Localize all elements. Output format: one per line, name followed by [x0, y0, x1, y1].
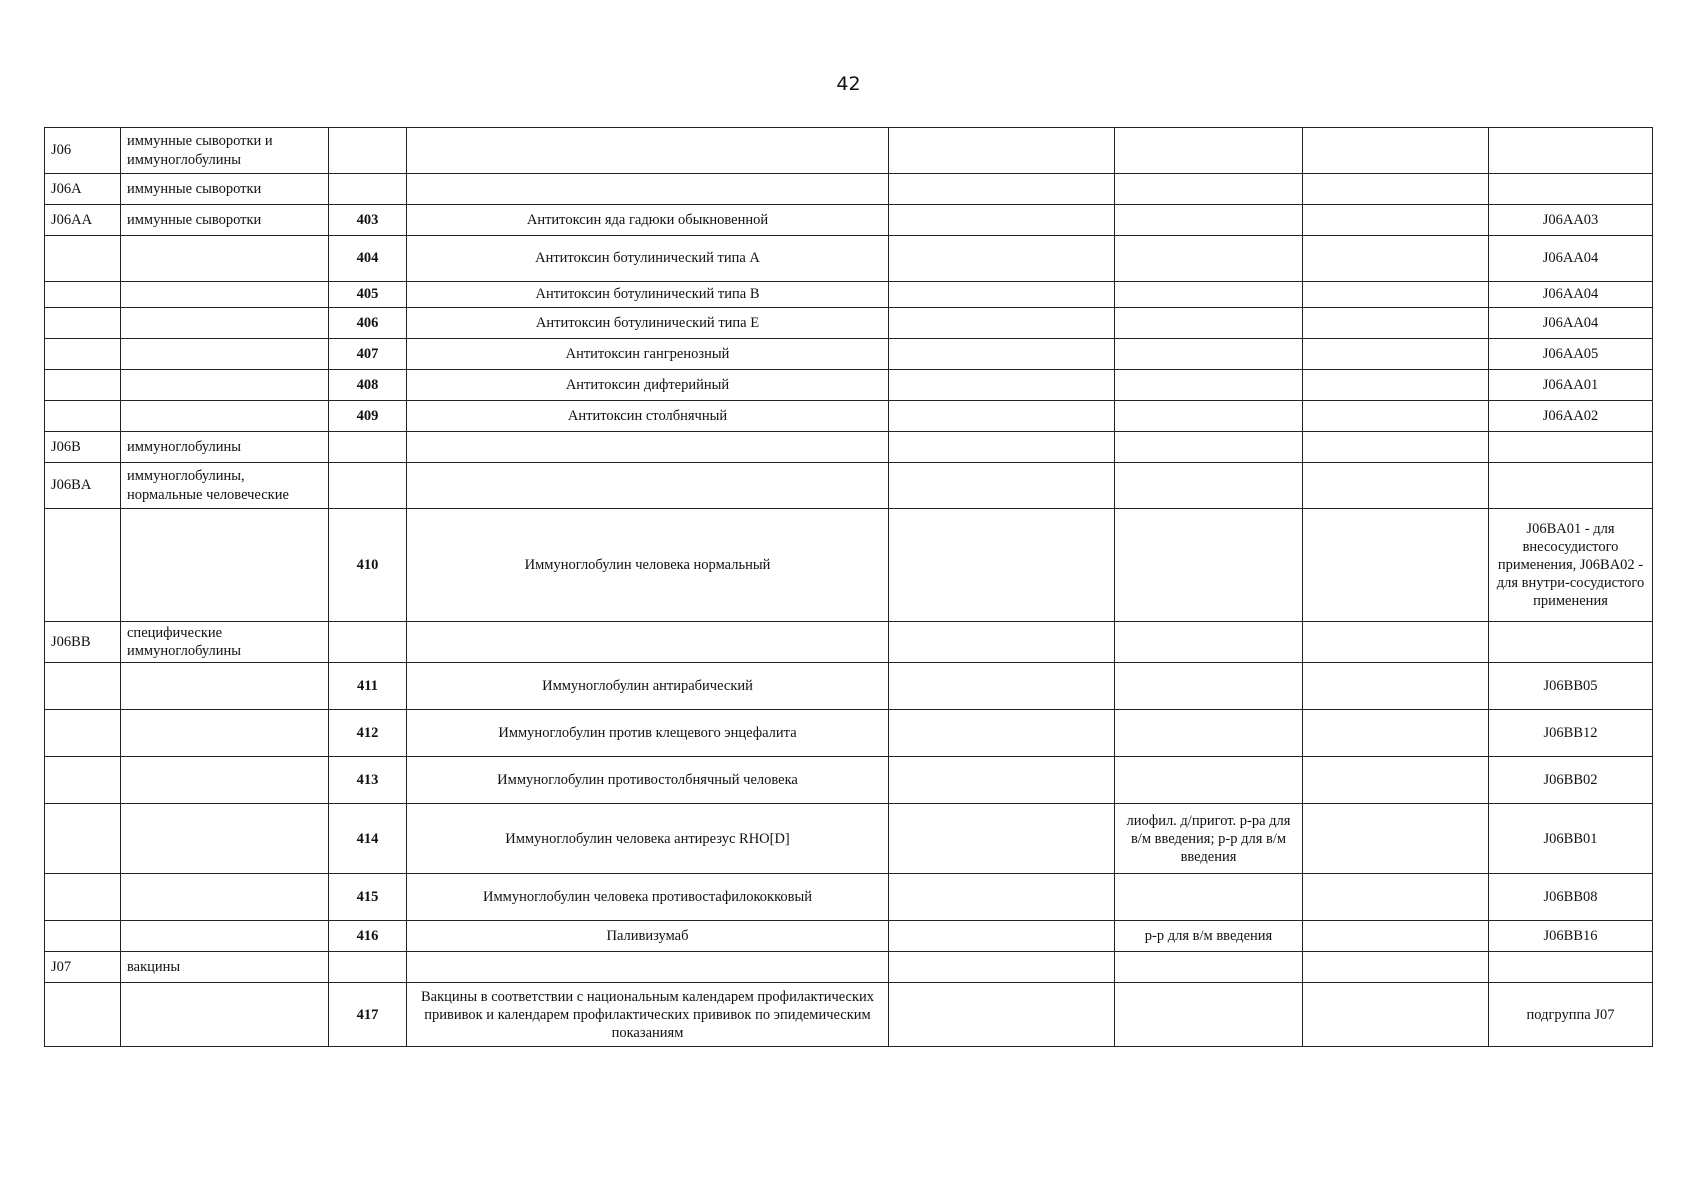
- table-row: [45, 236, 1653, 282]
- dosage-form: р-р для в/м введения: [1115, 921, 1303, 952]
- item-number: 405: [329, 282, 407, 308]
- atc-group-code: [45, 509, 121, 622]
- atc-code: J06BB16: [1489, 921, 1653, 952]
- dosage-form: [1115, 874, 1303, 921]
- table-row: [45, 370, 1653, 401]
- table-row: [45, 205, 1653, 236]
- atc-group-code: [45, 983, 121, 1047]
- drug-name: Антитоксин яда гадюки обыкновенной: [407, 205, 889, 236]
- dosage-form: [1115, 401, 1303, 432]
- drug-name: [407, 463, 889, 509]
- atc-group-code: [45, 236, 121, 282]
- empty-cell: [889, 983, 1115, 1047]
- empty-cell: [1303, 921, 1489, 952]
- empty-cell: [889, 205, 1115, 236]
- atc-group-code: [45, 308, 121, 339]
- table-row: [45, 432, 1653, 463]
- item-number: 414: [329, 804, 407, 874]
- atc-group-code: [45, 339, 121, 370]
- empty-cell: [889, 401, 1115, 432]
- dosage-form: [1115, 622, 1303, 663]
- empty-cell: [1303, 952, 1489, 983]
- atc-code: J06AA02: [1489, 401, 1653, 432]
- item-number: 410: [329, 509, 407, 622]
- empty-cell: [1303, 874, 1489, 921]
- atc-group-name: [121, 983, 329, 1047]
- atc-group-name: [121, 308, 329, 339]
- atc-group-name: [121, 282, 329, 308]
- drug-name: Иммуноглобулин против клещевого энцефалита: [407, 710, 889, 757]
- item-number: 408: [329, 370, 407, 401]
- atc-group-name: [121, 401, 329, 432]
- drug-registry-table: [44, 127, 1653, 1047]
- atc-code: подгруппа J07: [1489, 983, 1653, 1047]
- table-row: [45, 339, 1653, 370]
- table-row: [45, 710, 1653, 757]
- item-number: [329, 432, 407, 463]
- atc-group-code: J06B: [45, 432, 121, 463]
- item-number: 406: [329, 308, 407, 339]
- atc-group-code: [45, 401, 121, 432]
- atc-code: [1489, 128, 1653, 174]
- drug-name: [407, 622, 889, 663]
- atc-group-code: [45, 710, 121, 757]
- empty-cell: [889, 308, 1115, 339]
- dosage-form: [1115, 432, 1303, 463]
- page-number: 42: [836, 73, 861, 95]
- empty-cell: [1303, 432, 1489, 463]
- item-number: 404: [329, 236, 407, 282]
- item-number: [329, 952, 407, 983]
- item-number: 415: [329, 874, 407, 921]
- item-number: 412: [329, 710, 407, 757]
- empty-cell: [889, 463, 1115, 509]
- table-row: [45, 804, 1653, 874]
- table-row: [45, 463, 1653, 509]
- atc-code: J06AA05: [1489, 339, 1653, 370]
- drug-name: Антитоксин ботулинический типа А: [407, 236, 889, 282]
- table-body: [45, 128, 1653, 1047]
- atc-group-name: [121, 921, 329, 952]
- empty-cell: [889, 339, 1115, 370]
- drug-name: [407, 432, 889, 463]
- atc-code: J06AA04: [1489, 282, 1653, 308]
- atc-group-name: [121, 874, 329, 921]
- empty-cell: [1303, 370, 1489, 401]
- atc-group-name: [121, 804, 329, 874]
- dosage-form: [1115, 952, 1303, 983]
- atc-code: [1489, 432, 1653, 463]
- empty-cell: [1303, 710, 1489, 757]
- item-number: [329, 128, 407, 174]
- atc-group-code: [45, 921, 121, 952]
- empty-cell: [1303, 663, 1489, 710]
- drug-name: Антитоксин ботулинический типа В: [407, 282, 889, 308]
- atc-group-name: [121, 509, 329, 622]
- empty-cell: [1303, 622, 1489, 663]
- atc-code: J06AA04: [1489, 308, 1653, 339]
- drug-name: [407, 128, 889, 174]
- drug-name: Антитоксин ботулинический типа Е: [407, 308, 889, 339]
- empty-cell: [889, 757, 1115, 804]
- item-number: 413: [329, 757, 407, 804]
- dosage-form: [1115, 282, 1303, 308]
- atc-group-name: специфические иммуноглобулины: [121, 622, 329, 663]
- empty-cell: [1303, 509, 1489, 622]
- table-row: [45, 128, 1653, 174]
- atc-code: J06BB12: [1489, 710, 1653, 757]
- table-row: [45, 401, 1653, 432]
- atc-code: [1489, 622, 1653, 663]
- dosage-form: лиофил. д/пригот. р-ра для в/м введения; р-р для в/м введения: [1115, 804, 1303, 874]
- dosage-form: [1115, 983, 1303, 1047]
- atc-code: J06BB05: [1489, 663, 1653, 710]
- empty-cell: [1303, 401, 1489, 432]
- empty-cell: [1303, 757, 1489, 804]
- dosage-form: [1115, 128, 1303, 174]
- item-number: 416: [329, 921, 407, 952]
- atc-code: J06AA03: [1489, 205, 1653, 236]
- dosage-form: [1115, 710, 1303, 757]
- atc-group-name: [121, 663, 329, 710]
- dosage-form: [1115, 205, 1303, 236]
- atc-group-name: иммуноглобулины, нормальные человеческие: [121, 463, 329, 509]
- atc-group-code: J07: [45, 952, 121, 983]
- atc-group-code: J06: [45, 128, 121, 174]
- atc-code: J06BB02: [1489, 757, 1653, 804]
- dosage-form: [1115, 463, 1303, 509]
- atc-group-code: [45, 757, 121, 804]
- empty-cell: [1303, 205, 1489, 236]
- atc-group-code: J06BB: [45, 622, 121, 663]
- dosage-form: [1115, 370, 1303, 401]
- empty-cell: [889, 432, 1115, 463]
- atc-group-name: иммунные сыворотки: [121, 205, 329, 236]
- atc-group-name: [121, 339, 329, 370]
- item-number: 417: [329, 983, 407, 1047]
- atc-group-code: J06BA: [45, 463, 121, 509]
- table-row: [45, 174, 1653, 205]
- atc-code: J06BB08: [1489, 874, 1653, 921]
- item-number: 411: [329, 663, 407, 710]
- dosage-form: [1115, 757, 1303, 804]
- item-number: [329, 622, 407, 663]
- empty-cell: [1303, 128, 1489, 174]
- atc-code: [1489, 952, 1653, 983]
- empty-cell: [889, 952, 1115, 983]
- drug-name: [407, 952, 889, 983]
- atc-group-name: [121, 236, 329, 282]
- atc-group-name: вакцины: [121, 952, 329, 983]
- table-row: [45, 921, 1653, 952]
- item-number: 409: [329, 401, 407, 432]
- drug-name: Иммуноглобулин человека противостафилококковый: [407, 874, 889, 921]
- table-row: [45, 874, 1653, 921]
- empty-cell: [889, 874, 1115, 921]
- dosage-form: [1115, 339, 1303, 370]
- atc-group-code: J06AA: [45, 205, 121, 236]
- drug-name: Иммуноглобулин антирабический: [407, 663, 889, 710]
- drug-name: Иммуноглобулин противостолбнячный человека: [407, 757, 889, 804]
- table-row: [45, 282, 1653, 308]
- drug-name: Вакцины в соответствии с национальным календарем профилактических прививок и календарем профилактических прививок по эпидемическим показаниям: [407, 983, 889, 1047]
- table-row: [45, 983, 1653, 1047]
- item-number: 403: [329, 205, 407, 236]
- empty-cell: [1303, 339, 1489, 370]
- table-row: [45, 622, 1653, 663]
- empty-cell: [1303, 804, 1489, 874]
- empty-cell: [1303, 174, 1489, 205]
- atc-group-name: [121, 710, 329, 757]
- empty-cell: [889, 804, 1115, 874]
- empty-cell: [889, 710, 1115, 757]
- empty-cell: [889, 282, 1115, 308]
- dosage-form: [1115, 174, 1303, 205]
- table-row: [45, 308, 1653, 339]
- empty-cell: [889, 128, 1115, 174]
- atc-group-code: [45, 663, 121, 710]
- drug-name: Антитоксин гангренозный: [407, 339, 889, 370]
- dosage-form: [1115, 308, 1303, 339]
- drug-name: Иммуноглобулин человека антирезус RHO[D]: [407, 804, 889, 874]
- atc-group-code: J06A: [45, 174, 121, 205]
- empty-cell: [889, 663, 1115, 710]
- dosage-form: [1115, 236, 1303, 282]
- empty-cell: [889, 236, 1115, 282]
- atc-code: J06AA01: [1489, 370, 1653, 401]
- empty-cell: [889, 174, 1115, 205]
- atc-group-code: [45, 370, 121, 401]
- table-row: [45, 509, 1653, 622]
- drug-name: Антитоксин столбнячный: [407, 401, 889, 432]
- atc-group-name: иммунные сыворотки и иммуноглобулины: [121, 128, 329, 174]
- atc-group-code: [45, 874, 121, 921]
- atc-code: J06BA01 - для внесосудистого применения, J06BA02 - для внутри-сосудистого применения: [1489, 509, 1653, 622]
- table-row: [45, 663, 1653, 710]
- atc-code: [1489, 463, 1653, 509]
- drug-name: Иммуноглобулин человека нормальный: [407, 509, 889, 622]
- empty-cell: [889, 370, 1115, 401]
- atc-group-name: [121, 757, 329, 804]
- atc-group-code: [45, 804, 121, 874]
- atc-group-name: иммуноглобулины: [121, 432, 329, 463]
- atc-group-name: иммунные сыворотки: [121, 174, 329, 205]
- atc-group-name: [121, 370, 329, 401]
- dosage-form: [1115, 509, 1303, 622]
- empty-cell: [889, 622, 1115, 663]
- drug-name: [407, 174, 889, 205]
- drug-name: Паливизумаб: [407, 921, 889, 952]
- empty-cell: [889, 509, 1115, 622]
- empty-cell: [889, 921, 1115, 952]
- empty-cell: [1303, 308, 1489, 339]
- table-row: [45, 757, 1653, 804]
- atc-code: J06AA04: [1489, 236, 1653, 282]
- empty-cell: [1303, 983, 1489, 1047]
- atc-code: [1489, 174, 1653, 205]
- table-row: [45, 952, 1653, 983]
- item-number: [329, 174, 407, 205]
- empty-cell: [1303, 236, 1489, 282]
- atc-group-code: [45, 282, 121, 308]
- item-number: 407: [329, 339, 407, 370]
- item-number: [329, 463, 407, 509]
- empty-cell: [1303, 463, 1489, 509]
- atc-code: J06BB01: [1489, 804, 1653, 874]
- drug-name: Антитоксин дифтерийный: [407, 370, 889, 401]
- empty-cell: [1303, 282, 1489, 308]
- dosage-form: [1115, 663, 1303, 710]
